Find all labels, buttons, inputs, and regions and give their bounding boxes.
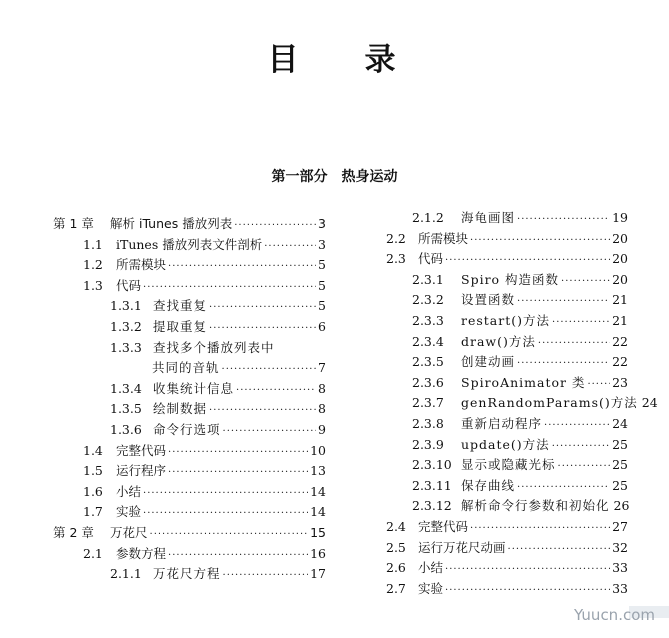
- toc-entry-number: 2.3.1: [412, 271, 444, 287]
- toc-entry-title: 运行程序: [116, 463, 167, 479]
- toc-entry-number: 2.3.9: [412, 436, 444, 452]
- toc-entry-number: 2.3.5: [412, 354, 444, 370]
- toc-entry-leader: [517, 358, 610, 369]
- toc-entry-title: 保存曲线: [461, 477, 516, 493]
- toc-entry-leader: [445, 585, 610, 596]
- toc-entry-page: 9: [318, 422, 326, 437]
- toc-entry-title: 完整代码: [418, 519, 469, 534]
- toc-entry-leader: [508, 544, 611, 555]
- toc-entry-number: 2.6: [386, 560, 406, 576]
- toc-entry-title: iTunes 播放列表文件剖析: [116, 236, 263, 252]
- toc-entry-number: 1.3.5: [110, 401, 142, 417]
- toc-entry-number: 第 2 章: [53, 525, 94, 540]
- toc-entry-leader: [538, 338, 610, 349]
- toc-entry: [386, 579, 628, 599]
- toc-entry: [412, 414, 628, 434]
- toc-entry: [83, 276, 326, 296]
- toc-entry: [386, 538, 628, 558]
- toc-entry: [83, 502, 326, 522]
- toc-entry-leader: [209, 323, 316, 334]
- toc-entry-title: draw()方法: [461, 333, 536, 349]
- toc-entry-leader: [150, 529, 309, 540]
- toc-entry: [110, 296, 326, 316]
- toc-entry-page: 20: [612, 230, 628, 246]
- toc-entry-title: 设置函数: [461, 292, 516, 308]
- toc-entry-page: 26: [613, 498, 630, 514]
- toc-entry: [412, 208, 628, 228]
- toc-entry-title: 解析 iTunes 播放列表: [110, 216, 233, 231]
- toc-entry-leader: [223, 426, 317, 437]
- toc-entry: [110, 564, 326, 584]
- toc-entry-page: 14: [310, 504, 326, 520]
- toc-entry-number: 2.3.10: [412, 457, 452, 473]
- toc-entry-page: 8: [318, 401, 326, 417]
- toc-entry-page: 5: [318, 277, 326, 293]
- toc-entry: [412, 435, 628, 455]
- toc-entry-page: 20: [612, 251, 628, 267]
- toc-entry-page: 16: [310, 545, 326, 561]
- toc-entry-leader: [143, 488, 308, 499]
- toc-entry-title: restart()方法: [461, 313, 551, 328]
- toc-entry-title: 小结: [116, 483, 142, 499]
- toc-entry-title: 解析命令行参数和初始化: [461, 498, 610, 514]
- toc-entry: [412, 352, 628, 372]
- toc-entry-number: 1.3.2: [110, 319, 142, 334]
- toc-entry-leader: [552, 441, 610, 452]
- toc-entry-leader: [143, 282, 316, 293]
- toc-entry-number: 1.7: [83, 504, 103, 520]
- toc-entry-title: 万花尺方程: [153, 566, 221, 582]
- toc-entry-leader: [552, 317, 610, 328]
- toc-entry-page: 25: [612, 457, 628, 473]
- toc-entry-title: update()方法: [461, 436, 550, 452]
- toc-entry-title: 海龟画图: [461, 210, 516, 225]
- toc-entry-number: 1.6: [83, 483, 103, 499]
- toc-entry-number: 2.1.2: [412, 210, 444, 225]
- toc-entry: [412, 373, 628, 393]
- toc-entry-page: 21: [612, 313, 628, 328]
- toc-entry-number: 1.2: [83, 257, 103, 273]
- toc-entry-leader: [561, 276, 610, 287]
- toc-entry-leader: [544, 420, 610, 431]
- toc-entry-title: 绘制数据: [153, 401, 208, 417]
- toc-entry: [412, 393, 658, 413]
- toc-entry-title: Spiro 构造函数: [461, 271, 560, 287]
- toc-entry-leader: [264, 241, 316, 252]
- toc-entry-page: 27: [612, 519, 628, 534]
- toc-entry-number: 2.3.4: [412, 333, 444, 349]
- toc-entry: [110, 399, 326, 419]
- toc-entry-leader: [470, 235, 610, 246]
- toc-entry-number: 1.3.6: [110, 422, 142, 437]
- toc-entry-page: 7: [318, 360, 326, 376]
- toc-entry: [412, 270, 628, 290]
- toc-entry-title: 提取重复: [153, 319, 208, 334]
- toc-entry-title: 小结: [418, 560, 444, 576]
- toc-entry: [83, 235, 326, 255]
- toc-entry: [152, 358, 326, 378]
- toc-entry-page: 25: [612, 477, 628, 493]
- toc-entry-title: 命令行选项: [153, 422, 221, 437]
- toc-entry-title: 运行万花尺动画: [418, 539, 506, 555]
- toc-entry-number: 2.2: [386, 230, 406, 246]
- part-label: 第一部分: [271, 169, 328, 185]
- toc-entry-leader: [558, 461, 611, 472]
- title-char-2: 录: [364, 42, 402, 78]
- toc-entry: [110, 317, 326, 337]
- toc-entry: [83, 461, 326, 481]
- toc-entry-leader: [168, 261, 316, 272]
- toc-entry: [53, 214, 326, 234]
- toc-entry-title: 查找多个播放列表中: [153, 339, 275, 355]
- watermark: Yuucn.com: [573, 606, 655, 624]
- toc-entry: [386, 249, 628, 269]
- toc-entry-leader: [517, 482, 610, 493]
- toc-entry-leader: [517, 214, 610, 225]
- toc-entry-number: 1.3.1: [110, 298, 142, 314]
- toc-entry-leader: [222, 364, 317, 375]
- toc-entry: [412, 476, 628, 496]
- toc-entry-page: 32: [612, 539, 628, 555]
- toc-entry-number: 2.3.11: [412, 477, 452, 493]
- toc-entry-leader: [168, 447, 308, 458]
- toc-entry-page: 24: [612, 416, 628, 431]
- toc-entry: [110, 379, 326, 399]
- toc-entry-title: 所需模块: [116, 257, 167, 273]
- toc-entry-leader: [445, 564, 610, 575]
- toc-entry-number: 2.3.8: [412, 416, 444, 431]
- toc-entry-page: 10: [310, 442, 326, 458]
- toc-entry-page: 25: [612, 436, 628, 452]
- toc-entry-number: 2.5: [386, 539, 406, 555]
- toc-entry-page: 33: [612, 580, 628, 596]
- toc-entry-leader: [223, 570, 309, 581]
- toc-entry-number: 2.3.2: [412, 292, 444, 308]
- toc-entry-page: 22: [612, 333, 628, 349]
- toc-entry-title: 实验: [418, 580, 444, 596]
- toc-entry-page: 24: [641, 395, 658, 411]
- toc-entry: [83, 255, 326, 275]
- toc-entry-number: 2.3.3: [412, 313, 444, 328]
- toc-entry-number: 2.3.12: [412, 498, 452, 514]
- toc-entry-leader: [587, 379, 610, 390]
- toc-entry-title: 所需模块: [418, 230, 469, 246]
- part-name: 热身运动: [341, 169, 398, 185]
- toc-entry-leader: [168, 550, 308, 561]
- toc-entry-number: 1.1: [83, 236, 103, 252]
- toc-entry-leader: [445, 255, 610, 266]
- toc-entry-number: 1.3: [83, 277, 103, 293]
- toc-entry: [412, 311, 628, 331]
- toc-entry: [83, 544, 326, 564]
- toc-entry-leader: [470, 523, 610, 534]
- toc-entry: [386, 229, 628, 249]
- toc-entry-leader: [209, 302, 316, 313]
- toc-entry-number: 1.5: [83, 463, 103, 479]
- toc-entry-page: 17: [310, 566, 326, 582]
- toc-entry-title: 参数方程: [116, 545, 167, 561]
- toc-entry-page: 19: [612, 210, 628, 225]
- toc-entry-number: 2.1: [83, 545, 103, 561]
- toc-entry: [412, 332, 628, 352]
- toc-entry: [53, 523, 326, 543]
- toc-entry: [412, 455, 628, 475]
- title-char-1: 目: [267, 42, 305, 78]
- toc-entry-title: 查找重复: [153, 298, 208, 314]
- toc-entry-number: 1.3.3: [110, 339, 142, 355]
- toc-entry-leader: [234, 220, 316, 231]
- part-heading: [0, 166, 669, 186]
- toc-entry-page: 21: [612, 292, 628, 308]
- toc-entry-title: 重新启动程序: [461, 416, 543, 431]
- page-title: [0, 34, 669, 79]
- toc-entry-number: 2.3: [386, 251, 406, 267]
- toc-entry-number: 第 1 章: [53, 216, 94, 231]
- toc-entry-title: 实验: [116, 504, 142, 520]
- toc-entry-page: 14: [310, 483, 326, 499]
- toc-entry: [412, 290, 628, 310]
- toc-entry-number: 1.3.4: [110, 380, 142, 396]
- toc-entry-page: 15: [310, 525, 326, 540]
- toc-entry-page: 33: [612, 560, 628, 576]
- toc-entry-title: 共同的音轨: [152, 360, 220, 376]
- toc-entry-number: 2.7: [386, 580, 406, 596]
- toc-entry-page: 20: [612, 271, 628, 287]
- toc-entry-title: SpiroAnimator 类: [461, 374, 586, 390]
- toc-entry-number: 2.1.1: [110, 566, 142, 582]
- toc-entry-title: 代码: [418, 251, 444, 267]
- toc-entry-number: 2.3.6: [412, 374, 444, 390]
- toc-entry-leader: [143, 508, 308, 519]
- toc-entry-page: 13: [310, 463, 326, 479]
- toc-entry-page: 22: [612, 354, 628, 370]
- toc-entry-title: 收集统计信息: [153, 380, 235, 396]
- toc-entry-page: 8: [318, 380, 326, 396]
- toc-entry-leader: [517, 296, 610, 307]
- toc-entry: [110, 338, 326, 358]
- toc-entry-page: 5: [318, 298, 326, 314]
- toc-entry-leader: [209, 405, 316, 416]
- toc-entry: [386, 558, 628, 578]
- toc-entry-page: 3: [318, 216, 326, 231]
- toc-entry: [386, 517, 628, 537]
- toc-entry: [83, 482, 326, 502]
- toc-entry-title: 完整代码: [116, 442, 167, 458]
- toc-entry-number: 2.4: [386, 519, 406, 534]
- toc-entry-number: 1.4: [83, 442, 103, 458]
- toc-entry-page: 23: [612, 374, 628, 390]
- toc-entry: [83, 441, 326, 461]
- toc-entry-leader: [236, 385, 316, 396]
- toc-entry-title: 创建动画: [461, 354, 516, 370]
- toc-entry: [412, 496, 628, 516]
- toc-entry-title: 显示或隐藏光标: [461, 457, 556, 473]
- toc-entry-page: 3: [318, 236, 326, 252]
- toc-entry-number: 2.3.7: [412, 395, 444, 411]
- toc-entry-page: 6: [318, 319, 326, 334]
- toc-entry-title: 代码: [116, 277, 142, 293]
- toc-entry-leader: [168, 467, 308, 478]
- toc-entry-title: genRandomParams()方法: [461, 395, 638, 411]
- toc-entry: [110, 420, 326, 440]
- toc-entry-page: 5: [318, 257, 326, 273]
- toc-entry-title: 万花尺: [110, 525, 148, 540]
